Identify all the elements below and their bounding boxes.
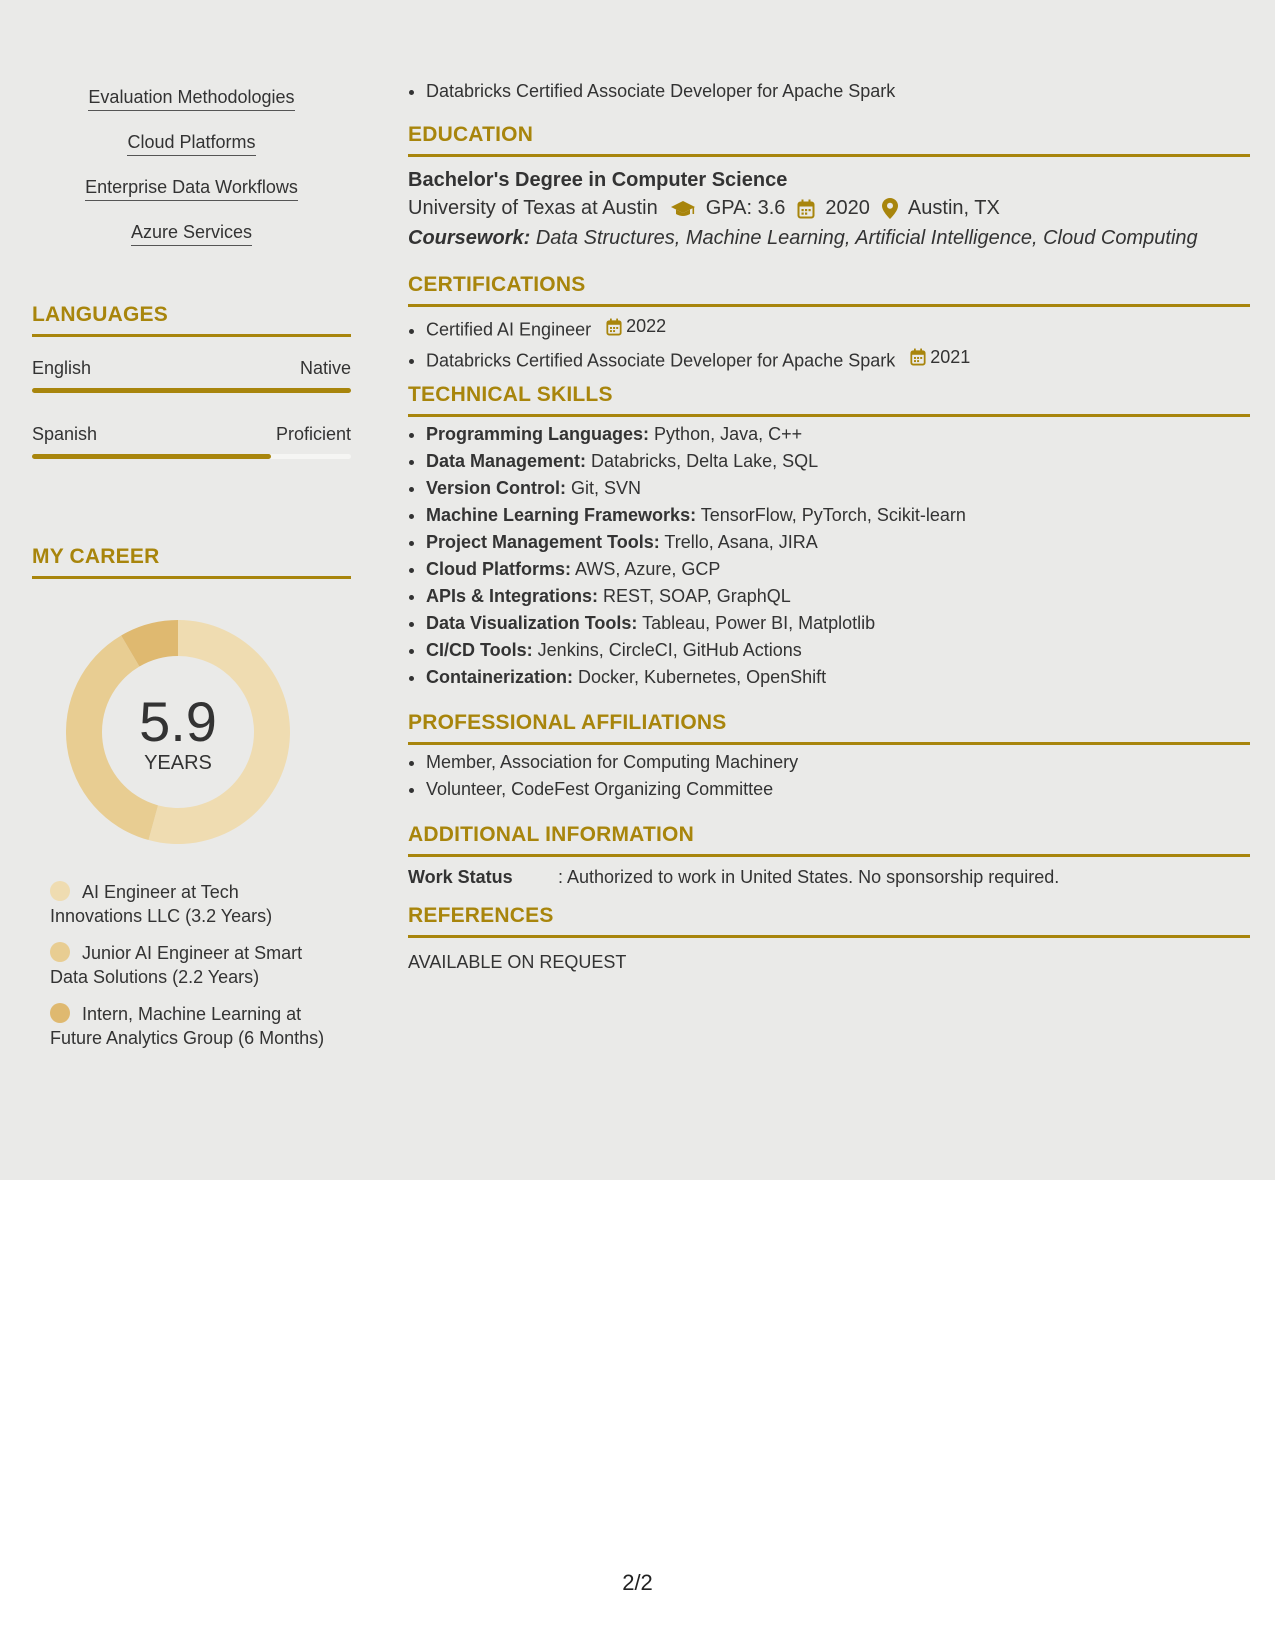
gpa: GPA: 3.6 [705,197,786,219]
references-title: REFERENCES [408,903,1250,938]
calendar-icon [910,348,926,366]
certification-year: 2022 [626,316,667,336]
languages-title: LANGUAGES [32,302,351,337]
skill-links [32,86,351,266]
education-title: EDUCATION [408,122,1250,157]
education-section [408,122,1250,252]
skill-value: Jenkins, CircleCI, GitHub Actions [537,640,802,660]
skill-item [426,556,1250,583]
skill-item [426,610,1250,637]
languages-section [32,302,351,459]
career-item-label: Intern, Machine Learning at Future Analytics Group (6 Months) [50,1004,325,1048]
language-row [32,423,351,445]
additional-info-title: ADDITIONAL INFORMATION [408,822,1250,857]
skill-item [426,421,1250,448]
work-status-label: Work Status [408,867,513,887]
certification-date [910,344,970,371]
affiliation-item: • Member, Association for Computing Machinery [426,749,1250,776]
skill-item [426,448,1250,475]
skill-link[interactable]: Enterprise Data Workflows [85,176,298,201]
graduation-cap-icon [670,199,696,219]
work-status-row [408,865,1250,889]
career-section [32,544,351,1048]
references-text: AVAILABLE ON REQUEST [408,952,627,972]
skill-label: Project Management Tools: [426,532,660,552]
additional-info-section [408,822,1250,889]
language-level: Native [299,358,351,378]
career-item-label: AI Engineer at Tech Innovations LLC (3.2 Years) [50,882,273,926]
career-unit: YEARS [144,752,212,774]
donut-center [66,620,290,844]
legend-dot [50,1003,70,1023]
certification-item [426,344,1250,375]
education-details [408,193,1250,224]
skill-link[interactable]: Azure Services [131,221,252,246]
skill-label: Data Management: [426,451,587,471]
skill-item [426,637,1250,664]
calendar-icon [606,318,622,336]
language-bar [32,454,351,459]
skill-value: Git, SVN [571,478,642,498]
affiliations-section [408,710,1250,803]
skill-label: Programming Languages: [426,424,650,444]
skill-label: CI/CD Tools: [426,640,533,660]
school-name: University of Texas at Austin [408,197,658,219]
language-bar-fill [32,454,271,459]
work-status-value: : Authorized to work in United States. No sponsorship required. [558,867,1060,887]
skill-label: Cloud Platforms: [426,559,572,579]
affiliation-item: • Volunteer, CodeFest Organizing Committee [426,776,1250,803]
skill-item [426,475,1250,502]
skill-value: TensorFlow, PyTorch, Scikit-learn [700,505,966,525]
skill-value: Tableau, Power BI, Matplotlib [642,613,876,633]
skill-label: Version Control: [426,478,567,498]
certification-name: Databricks Certified Associate Developer for Apache Spark [426,350,896,370]
legend-dot [50,942,70,962]
certification-item [426,313,1250,344]
skill-value: Python, Java, C++ [654,424,803,444]
references-section [408,903,1250,974]
degree-name: Bachelor's Degree in Computer Science [408,169,788,191]
certification-item: • Databricks Certified Associate Developer for Apache Spark [426,78,895,105]
calendar-icon [797,199,815,219]
graduation-year: 2020 [825,197,870,219]
skill-value: AWS, Azure, GCP [575,559,721,579]
career-legend [50,880,330,1063]
skill-item [426,502,1250,529]
certifications-title: CERTIFICATIONS [408,272,1250,307]
career-donut-chart [66,620,290,844]
coursework-list: Data Structures, Machine Learning, Artificial Intelligence, Cloud Computing [535,227,1198,249]
affiliations-title: PROFESSIONAL AFFILIATIONS [408,710,1250,745]
career-legend-item [50,880,330,928]
language-bar [32,388,351,393]
skill-label: Containerization: [426,667,573,687]
location-pin-icon [882,198,898,219]
skill-item [426,664,1250,691]
certification-year: 2021 [930,346,971,367]
skill-value: Docker, Kubernetes, OpenShift [578,667,827,687]
skill-item [426,583,1250,610]
career-item-label: Junior AI Engineer at Smart Data Solutions (2.2 Years) [50,943,303,987]
coursework [408,224,1250,252]
school-location: Austin, TX [907,197,1000,219]
skill-label: Data Visualization Tools: [426,613,638,633]
certification-date [606,313,666,340]
technical-skills-section [408,382,1250,691]
language-name: English [32,358,92,378]
coursework-label: Coursework: [408,227,531,249]
language-name: Spanish [32,424,98,444]
career-title: MY CAREER [32,544,351,579]
language-bar-fill [32,388,351,393]
skill-value: REST, SOAP, GraphQL [603,586,791,606]
language-level: Proficient [275,424,351,444]
certification-continued [408,78,895,105]
certifications-section [408,272,1250,374]
language-row [32,357,351,379]
career-legend-item [50,1002,330,1050]
skill-label: Machine Learning Frameworks: [426,505,697,525]
legend-dot [50,881,70,901]
page-number: 2/2 [622,1570,653,1595]
skill-link[interactable]: Cloud Platforms [127,131,255,156]
technical-skills-title: TECHNICAL SKILLS [408,382,1250,417]
career-legend-item [50,941,330,989]
skill-label: APIs & Integrations: [426,586,599,606]
certification-name: Certified AI Engineer [426,319,592,340]
skill-value: Databricks, Delta Lake, SQL [591,451,819,471]
skill-value: Trello, Asana, JIRA [664,532,818,552]
career-total: 5.9 [139,690,217,753]
skill-item [426,529,1250,556]
skill-link[interactable]: Evaluation Methodologies [88,86,294,111]
